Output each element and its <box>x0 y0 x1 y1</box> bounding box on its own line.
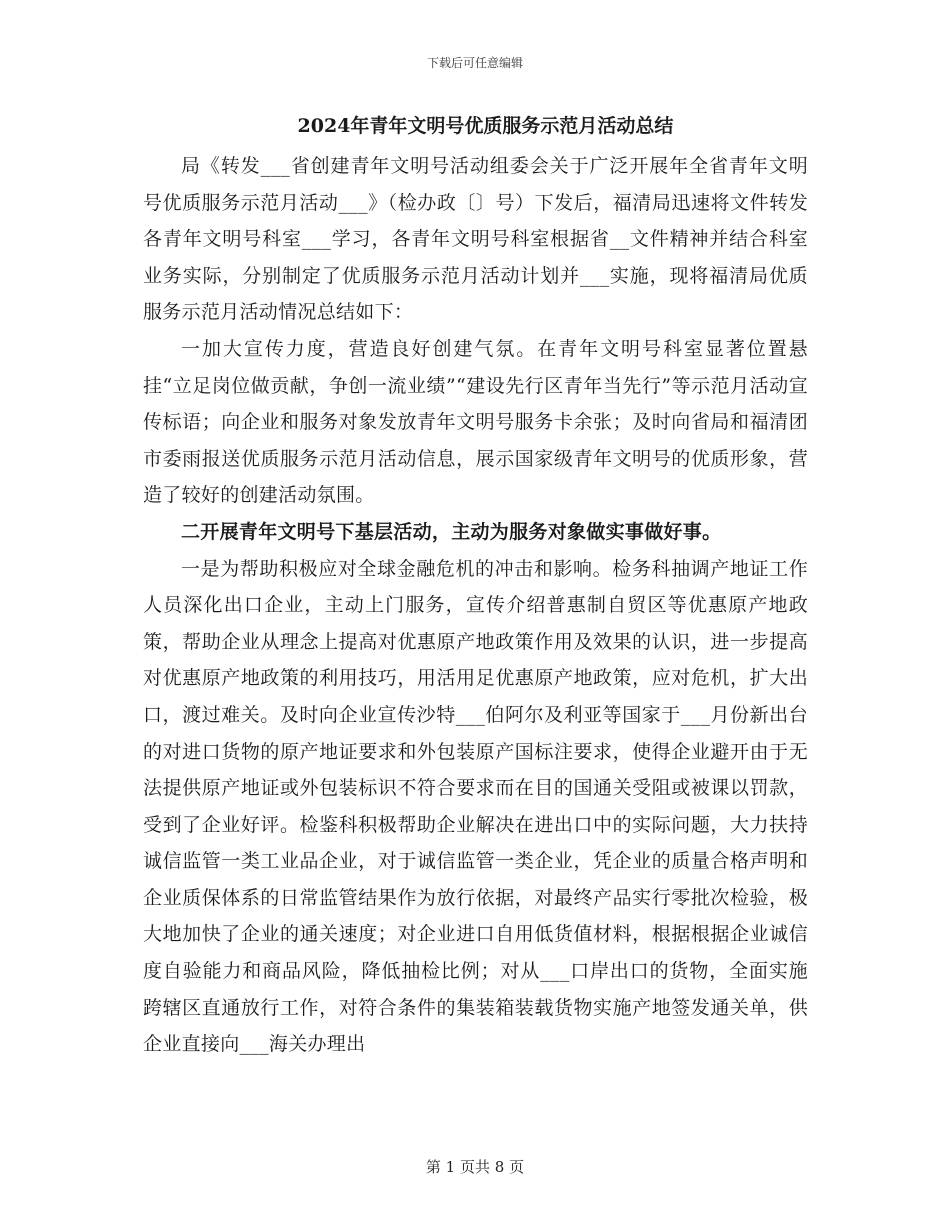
paragraph-section-1: 一加大宣传力度，营造良好创建气氛。在青年文明号科室显著位置悬挂“立足岗位做贡献，争创一流业绩”“建设先行区青年当先行”等示范月活动宣传标语；向企业和服务对象发放青年文明号服务卡余张；及时向省局和福清团市委雨报送优质服务示范月活动信息，展示国家级青年文明号的优质形象，营造了较好的创建活动氛围。 <box>143 337 808 507</box>
paragraph-section-2-body: 一是为帮助积极应对全球金融危机的冲击和影响。检务科抽调产地证工作人员深化出口企业，主动上门服务，宣传介绍普惠制自贸区等优惠原产地政策，帮助企业从理念上提高对优惠原产地政策作用及效果的认识，进一步提高对优惠原产地政策的利用技巧，用活用足优惠原产地政策，应对危机，扩大出口，渡过难关。及时向企业宣传沙特___伯阿尔及利亚等国家于___月份新出台的对进口货物的原产地证要求和外包装原产国标注要求，使得企业避开由于无法提供原产地证或外包装标识不符合要求而在目的国通关受阻或被课以罚款，受到了企业好评。检鉴科积极帮助企业解决在进出口中的实际问题，大力扶持诚信监管一类工业品企业，对于诚信监管一类企业，凭企业的质量合格声明和企业质保体系的日常监管结果作为放行依据，对最终产品实行零批次检验，极大地加快了企业的通关速度；对企业进口自用低货值材料，根据根据企业诚信度自验能力和商品风险，降低抽检比例；对从___口岸出口的货物，全面实施跨辖区直通放行工作，对符合条件的集装箱装载货物实施产地签发通关单，供企业直接向___海关办理出 <box>143 557 808 1056</box>
paragraph-intro: 局《转发___省创建青年文明号活动组委会关于广泛开展年全省青年文明号优质服务示范月活动___》（检办政〔〕号）下发后，福清局迅速将文件转发各青年文明号科室___学习，各青年文明号科室根据省__文件精神并结合科室业务实际，分别制定了优质服务示范月活动计划并___实施，现将福清局优质服务示范月活动情况总结如下： <box>143 155 808 324</box>
page-header-note: 下载后可任意编辑 <box>426 56 523 70</box>
page-number: 第 1 页共 8 页 <box>425 1158 525 1176</box>
section-heading-2: 二开展青年文明号下基层活动，主动为服务对象做实事做好事。 <box>181 520 722 543</box>
document-body <box>143 110 808 1063</box>
document-title: 2024年青年文明号优质服务示范月活动总结 <box>297 115 674 137</box>
